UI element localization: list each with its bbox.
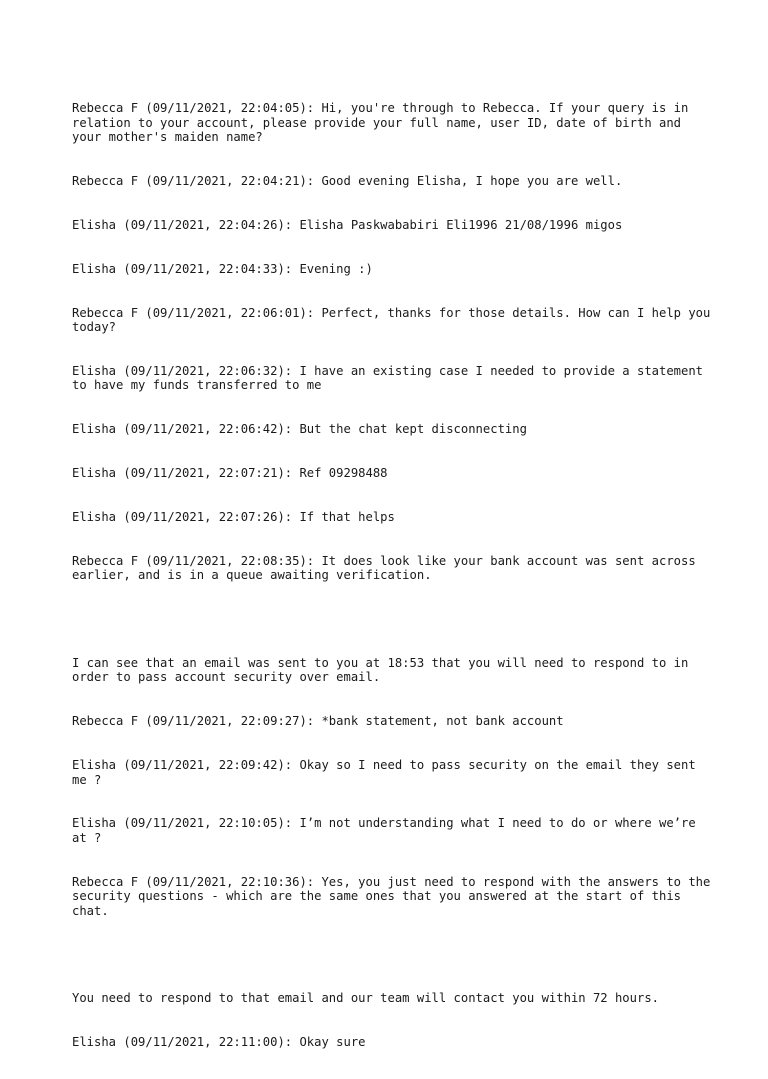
transcript-line: Elisha (09/11/2021, 22:06:32): I have an existing case I needed to provide a statement to have my funds transferred to me [72, 363, 711, 393]
transcript-line: Rebecca F (09/11/2021, 22:04:21): Good evening Elisha, I hope you are well. [72, 174, 623, 189]
transcript-line: Rebecca F (09/11/2021, 22:10:36): Yes, you just need to respond with the answers to the security questions - which are the same ones that you answered at the start of this chat. [72, 874, 718, 918]
transcript-line: Elisha (09/11/2021, 22:04:33): Evening :) [72, 261, 373, 276]
document-page [72, 72, 718, 1079]
transcript-line: Elisha (09/11/2021, 22:10:05): I’m not understanding what I need to do or where we’re at ? [72, 816, 704, 845]
blank-line [72, 948, 712, 963]
chat-transcript [72, 72, 718, 1079]
transcript-line: Elisha (09/11/2021, 22:07:26): If that helps [72, 509, 395, 524]
transcript-line: Rebecca F (09/11/2021, 22:08:35): It does look like your bank account was sent across earlier, and is in a queue awaiting verification. [72, 553, 704, 583]
transcript-line: Elisha (09/11/2021, 22:09:42): Okay so I need to pass security on the email they sent me ? [72, 757, 704, 787]
transcript-line: Elisha (09/11/2021, 22:11:00): Okay sure [72, 1035, 366, 1050]
transcript-line: Elisha (09/11/2021, 22:07:21): Ref 09298488 [72, 466, 388, 481]
transcript-line: Rebecca F (09/11/2021, 22:09:27): *bank statement, not bank account [72, 714, 564, 729]
transcript-line: You need to respond to that email and our team will contact you within 72 hours. [72, 991, 659, 1006]
blank-line [72, 612, 712, 627]
transcript-line: Rebecca F (09/11/2021, 22:04:05): Hi, you're through to Rebecca. If your query is in relation to your account, please provide your full name, user ID, date of birth and your mother's maiden name? [72, 101, 696, 145]
transcript-line: Elisha (09/11/2021, 22:04:26): Elisha Paskwababiri Eli1996 21/08/1996 migos [72, 217, 623, 232]
transcript-line: Elisha (09/11/2021, 22:06:42): But the chat kept disconnecting [72, 422, 527, 437]
transcript-line: Rebecca F (09/11/2021, 22:06:01): Perfect, thanks for those details. How can I help you today? [72, 305, 718, 335]
transcript-line: I can see that an email was sent to you at 18:53 that you will need to respond to in order to pass account security over email. [72, 655, 696, 685]
